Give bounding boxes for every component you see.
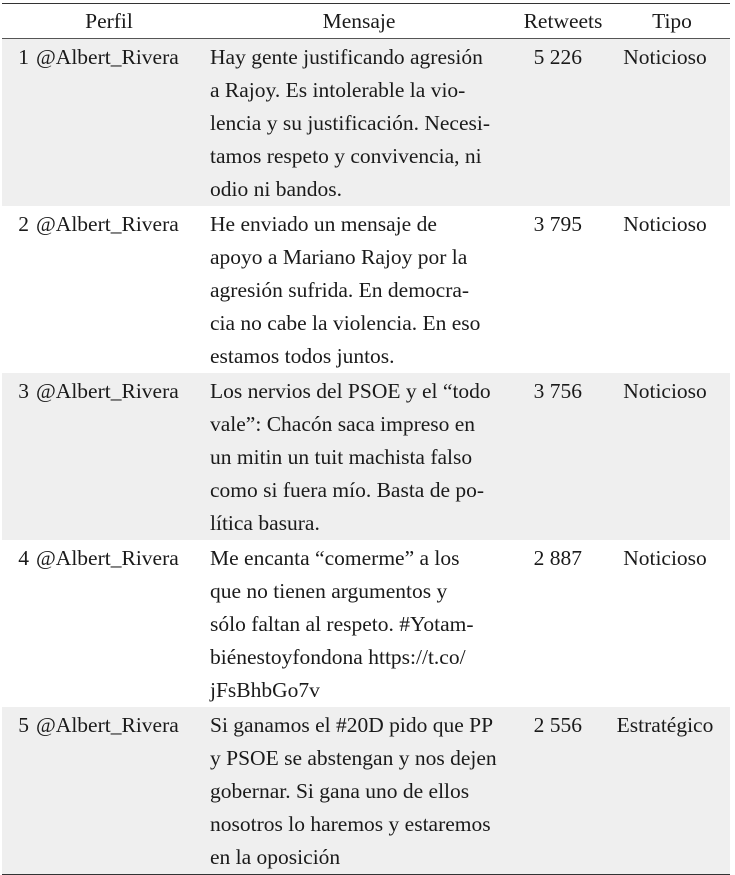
mensaje-line: biénestoyfondona https://t.co/ (210, 645, 466, 669)
row-tipo: Noticioso (623, 379, 707, 403)
row-retweets: 5 226 (533, 45, 582, 69)
row-number: 3 (18, 379, 29, 403)
table-row (2, 206, 730, 373)
row-retweets: 3 756 (533, 379, 582, 403)
mensaje-line: gobernar. Si gana uno de ellos (210, 779, 470, 803)
row-perfil: @Albert_Rivera (36, 379, 179, 403)
mensaje-line: lítica basura. (210, 511, 320, 535)
header-retweets: Retweets (523, 8, 603, 33)
row-mensaje (206, 707, 512, 874)
mensaje-line: estamos todos juntos. (210, 344, 395, 368)
row-tipo: Noticioso (623, 45, 707, 69)
table-header-row (2, 4, 730, 38)
mensaje-line: nosotros lo haremos y estaremos (210, 812, 491, 836)
mensaje-line: apoyo a Mariano Rajoy por la (210, 245, 468, 269)
row-mensaje (206, 206, 512, 373)
mensaje-line: He enviado un mensaje de (210, 212, 437, 236)
table-body (2, 39, 730, 874)
row-mensaje (206, 540, 512, 707)
mensaje-line: tamos respeto y convivencia, ni (210, 144, 482, 168)
mensaje-line: agresión sufrida. En democra- (210, 278, 470, 302)
row-perfil: @Albert_Rivera (36, 212, 179, 236)
row-retweets: 2 887 (533, 546, 582, 570)
row-retweets: 2 556 (533, 713, 582, 737)
row-number: 5 (18, 713, 29, 737)
row-retweets: 3 795 (533, 212, 582, 236)
mensaje-line: un mitin un tuit machista falso (210, 445, 473, 469)
mensaje-line: cia no cabe la violencia. En eso (210, 311, 481, 335)
mensaje-line: como si fuera mío. Basta de po- (210, 478, 485, 502)
table-row (2, 540, 730, 707)
row-number: 2 (18, 212, 29, 236)
mensaje-line: Si ganamos el #20D pido que PP (210, 713, 494, 737)
row-tipo: Noticioso (623, 546, 707, 570)
mensaje-line: sólo faltan al respeto. #Yotam- (210, 612, 474, 636)
row-perfil: @Albert_Rivera (36, 546, 179, 570)
mensaje-line: que no tienen argumentos y (210, 579, 448, 603)
row-perfil: @Albert_Rivera (36, 45, 179, 69)
mensaje-line: y PSOE se abstengan y nos dejen (210, 746, 497, 770)
row-number: 1 (18, 45, 29, 69)
row-tipo: Estratégico (616, 713, 714, 737)
mensaje-line: Me encanta “comerme” a los (210, 546, 460, 570)
mensaje-line: Hay gente justificando agresión (210, 45, 483, 69)
table-row (2, 373, 730, 540)
row-mensaje (206, 373, 512, 540)
mensaje-line: Los nervios del PSOE y el “todo (210, 379, 491, 403)
mensaje-line: lencia y su justificación. Necesi- (210, 111, 490, 135)
table-row (2, 39, 730, 206)
tweets-table (2, 3, 730, 875)
row-tipo: Noticioso (623, 212, 707, 236)
header-perfil: Perfil (85, 8, 133, 33)
mensaje-line: a Rajoy. Es intolerable la vio- (210, 78, 466, 102)
header-mensaje: Mensaje (322, 8, 396, 33)
mensaje-line: jFsBhbGo7v (210, 678, 320, 702)
mensaje-line: en la oposición (210, 845, 341, 869)
table-row (2, 707, 730, 874)
row-perfil: @Albert_Rivera (36, 713, 179, 737)
row-number: 4 (18, 546, 29, 570)
mensaje-line: vale”: Chacón saca impreso en (210, 412, 476, 436)
row-mensaje (206, 39, 512, 206)
header-tipo: Tipo (652, 8, 692, 33)
mensaje-line: odio ni bandos. (210, 177, 342, 201)
